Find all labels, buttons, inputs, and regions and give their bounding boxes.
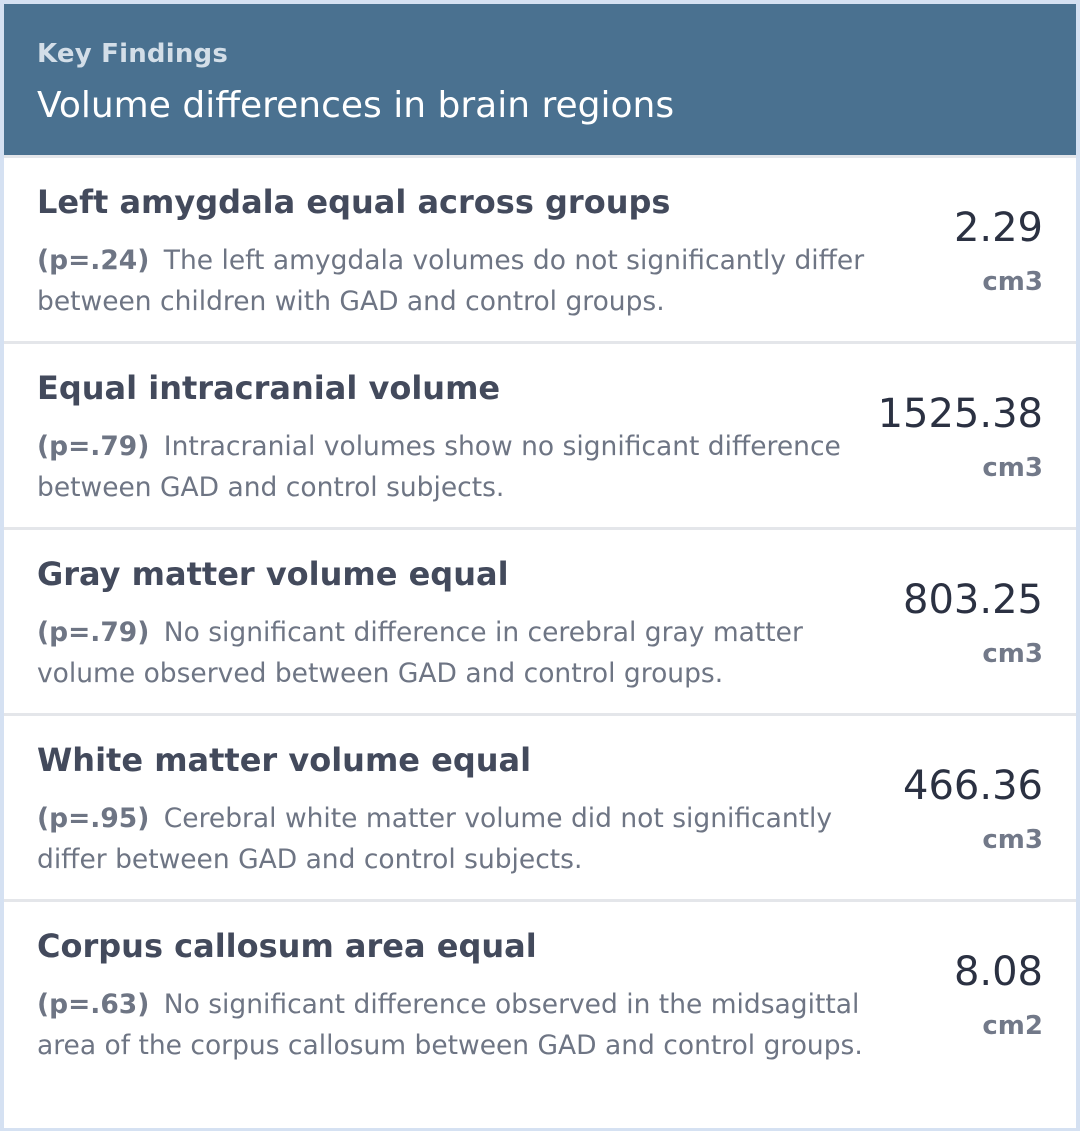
metric-unit: cm3 [982,267,1043,297]
finding-metric [903,762,1043,856]
finding-metric [878,390,1043,484]
finding-text: No significant difference observed in the midsagittal area of the corpus callosum between GAD and control groups. [37,989,863,1061]
metric-value: 1525.38 [877,391,1043,437]
finding-description [37,426,897,508]
finding-text: No significant difference in cerebral gray matter volume observed between GAD and control groups. [37,617,803,689]
p-value: (p=.95) [37,803,150,834]
metric-unit: cm3 [982,825,1043,855]
finding-metric [954,204,1043,298]
finding-description [37,240,897,322]
finding-row [4,899,1076,1117]
section-eyebrow: Key Findings [37,39,229,69]
finding-row [4,713,1076,899]
finding-description [37,612,897,694]
finding-title: White matter volume equal [37,741,532,779]
card-header [4,4,1076,155]
metric-value: 2.29 [953,205,1043,251]
finding-title: Gray matter volume equal [37,555,509,593]
metric-value: 803.25 [903,577,1043,623]
finding-metric [954,948,1043,1042]
metric-value: 466.36 [903,763,1043,809]
p-value: (p=.79) [37,431,150,462]
finding-description [37,984,897,1066]
metric-unit: cm3 [982,453,1043,483]
metric-value: 8.08 [953,949,1043,995]
finding-row [4,341,1076,527]
finding-text: Intracranial volumes show no significant difference between GAD and control subjects. [37,431,841,503]
finding-text: The left amygdala volumes do not significantly differ between children with GAD and control groups. [37,245,865,317]
finding-text: Cerebral white matter volume did not significantly differ between GAD and control subjects. [37,803,833,875]
p-value: (p=.79) [37,617,150,648]
finding-row [4,155,1076,341]
finding-title: Left amygdala equal across groups [37,183,671,221]
metric-unit: cm3 [982,639,1043,669]
finding-metric [903,576,1043,670]
finding-description [37,798,897,880]
metric-unit: cm2 [982,1011,1043,1041]
finding-title: Equal intracranial volume [37,369,501,407]
card-title: Volume differences in brain regions [37,85,675,126]
p-value: (p=.63) [37,989,150,1020]
finding-title: Corpus callosum area equal [37,927,537,965]
p-value: (p=.24) [37,245,150,276]
finding-row [4,527,1076,713]
key-findings-card [4,4,1076,1128]
